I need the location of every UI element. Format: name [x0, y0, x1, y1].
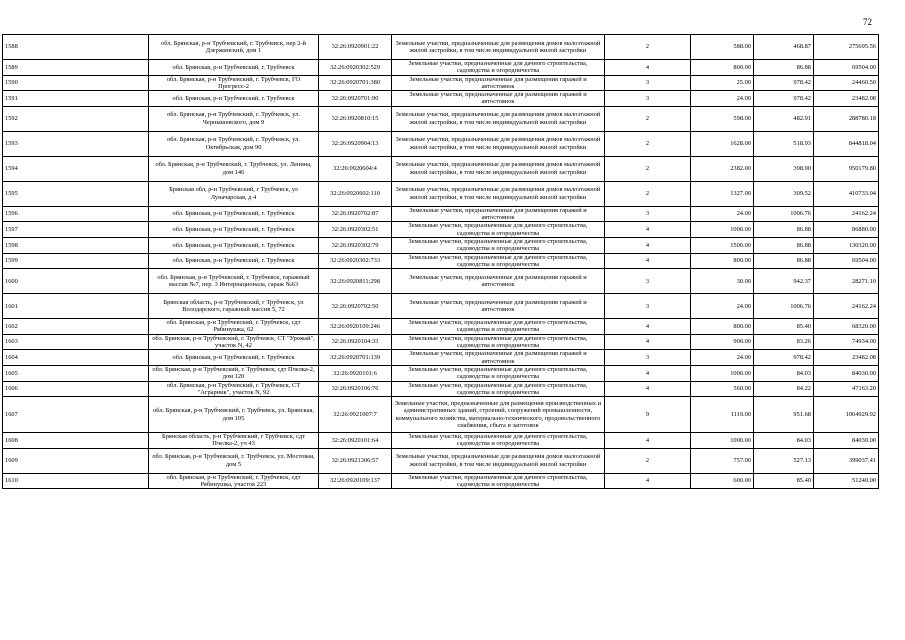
cadastral-number-cell: 32:26:0920302:529 — [319, 60, 392, 76]
area-cell: 1000.00 — [691, 222, 754, 238]
rate-cell: 86.88 — [754, 222, 814, 238]
table-row — [3, 181, 879, 206]
cadastral-value-cell: 69504.00 — [814, 60, 879, 76]
cadastral-number-cell: 32:26:0920302:51 — [319, 222, 392, 238]
cadastral-value-cell: 275695.56 — [814, 35, 879, 60]
area-cell: 600.00 — [691, 473, 754, 489]
group-cell: 2 — [605, 156, 691, 181]
area-cell: 25.00 — [691, 75, 754, 91]
row-number: 1593 — [3, 131, 149, 156]
cadastral-number-cell: 32:26:0920109:246 — [319, 319, 392, 335]
row-number: 1596 — [3, 206, 149, 222]
cadastral-number-cell: 32:26:0920701:139 — [319, 350, 392, 366]
area-cell: 900.00 — [691, 334, 754, 350]
group-cell: 4 — [605, 365, 691, 381]
cadastral-value-cell: 51240.00 — [814, 473, 879, 489]
address-cell: обл. Брянская, р-н Трубчевский, г. Трубчевск, ул. Октябрьская, дом 90 — [149, 131, 319, 156]
land-use-cell: Земельные участки, предназначенные для дачного строительства, садоводства и огородничества — [392, 473, 605, 489]
table-row — [3, 206, 879, 222]
cadastral-number-cell: 32:26:0920901:22 — [319, 35, 392, 60]
address-cell: Брянская обл, р-н Трубчевский, г Трубчевск, ул Луначарская, д 4 — [149, 181, 319, 206]
area-cell: 1000.00 — [691, 433, 754, 449]
land-use-cell: Земельные участки, предназначенные для размещения домов малоэтажной жилой застройки, в том числе индивидуальной жилой застройки — [392, 35, 605, 60]
cadastral-value-cell: 1064929.92 — [814, 397, 879, 433]
rate-cell: 468.87 — [754, 35, 814, 60]
area-cell: 1119.00 — [691, 397, 754, 433]
group-cell: 2 — [605, 131, 691, 156]
address-cell: обл. Брянская, р-н Трубчевский, г. Трубчевск, сдт Рябинушка, 62 — [149, 319, 319, 335]
group-cell: 4 — [605, 237, 691, 253]
land-use-cell: Земельные участки, предназначенные для размещения домов малоэтажной жилой застройки, в том числе индивидуальной жилой застройки — [392, 448, 605, 473]
address-cell: обл. Брянская, р-н Трубчевский, г. Трубчевск, сдт Рябинушка, участок 223 — [149, 473, 319, 489]
area-cell: 1628.00 — [691, 131, 754, 156]
cadastral-number-cell: 32:26:0921007:7 — [319, 397, 392, 433]
table-row — [3, 350, 879, 366]
land-use-cell: Земельные участки, предназначенные для размещения домов малоэтажной жилой застройки, в том числе индивидуальной жилой застройки — [392, 156, 605, 181]
cadastral-number-cell: 32:26:0920302:733 — [319, 253, 392, 269]
table-row — [3, 253, 879, 269]
cadastral-value-cell: 24162.24 — [814, 206, 879, 222]
cadastral-value-cell: 28271.10 — [814, 269, 879, 294]
address-cell: обл. Брянская, р-н Трубчевский, г. Трубчевск — [149, 60, 319, 76]
group-cell: 4 — [605, 60, 691, 76]
area-cell: 1500.00 — [691, 237, 754, 253]
cadastral-value-cell: 24162.24 — [814, 294, 879, 319]
rate-cell: 84.03 — [754, 433, 814, 449]
cadastral-number-cell: 32:26:0920701:380 — [319, 75, 392, 91]
table-row — [3, 237, 879, 253]
table-row — [3, 75, 879, 91]
rate-cell: 84.03 — [754, 365, 814, 381]
address-cell: обл. Брянская, р-н Трубчевский, г. Трубчевск, ул. Ленина, дом 146 — [149, 156, 319, 181]
rate-cell: 978.42 — [754, 91, 814, 107]
area-cell: 588.00 — [691, 35, 754, 60]
land-use-cell: Земельные участки, предназначенные для дачного строительства, садоводства и огородничества — [392, 60, 605, 76]
cadastral-number-cell: 32:26:0920602:110 — [319, 181, 392, 206]
cadastral-number-cell: 32:26:0921306:57 — [319, 448, 392, 473]
group-cell: 9 — [605, 397, 691, 433]
address-cell: обл. Брянская, р-н Трубчевский, г. Трубчевск, ул. Чернышевского, дом 9 — [149, 106, 319, 131]
rate-cell: 978.42 — [754, 75, 814, 91]
address-cell: обл. Брянская, р-н Трубчевский, г. Трубчевск — [149, 237, 319, 253]
cadastral-value-cell: 69504.00 — [814, 253, 879, 269]
group-cell: 3 — [605, 91, 691, 107]
cadastral-number-cell: 32:26:0920810:15 — [319, 106, 392, 131]
cadastral-number-cell: 32:26:0920702:50 — [319, 294, 392, 319]
rate-cell: 86.88 — [754, 60, 814, 76]
row-number: 1602 — [3, 319, 149, 335]
cadastral-value-cell: 86880.00 — [814, 222, 879, 238]
rate-cell: 1006.76 — [754, 206, 814, 222]
address-cell: обл. Брянская, р-н Трубчевский, г. Трубчевск — [149, 222, 319, 238]
table-row — [3, 397, 879, 433]
group-cell: 3 — [605, 269, 691, 294]
area-cell: 24.00 — [691, 350, 754, 366]
address-cell: обл. Брянская, р-н Трубчевский, г. Трубчевск, СТ "Аграрник", участок N, 92 — [149, 381, 319, 397]
address-cell: обл. Брянская, р-н Трубчевский, г. Трубчевск, пер 2-й Дзержинский, дом 1 — [149, 35, 319, 60]
group-cell: 2 — [605, 181, 691, 206]
row-number: 1601 — [3, 294, 149, 319]
rate-cell: 309.52 — [754, 181, 814, 206]
cadastral-number-cell: 32:26:0920702:87 — [319, 206, 392, 222]
cadastral-value-cell: 74934.00 — [814, 334, 879, 350]
rate-cell: 398.90 — [754, 156, 814, 181]
row-number: 1600 — [3, 269, 149, 294]
table-row — [3, 156, 879, 181]
group-cell: 4 — [605, 473, 691, 489]
rate-cell: 942.37 — [754, 269, 814, 294]
row-number: 1595 — [3, 181, 149, 206]
row-number: 1590 — [3, 75, 149, 91]
table-row — [3, 381, 879, 397]
rate-cell: 85.40 — [754, 319, 814, 335]
group-cell: 4 — [605, 381, 691, 397]
group-cell: 3 — [605, 206, 691, 222]
address-cell: Брянская область, р-н Трубчевский, г Трубчевск, сдт Пчелка-2, уч 43 — [149, 433, 319, 449]
group-cell: 4 — [605, 334, 691, 350]
row-number: 1598 — [3, 237, 149, 253]
address-cell: обл. Брянская, р-н Трубчевский, г. Трубчевск, сдт Пчелка-2, дом 120 — [149, 365, 319, 381]
row-number: 1604 — [3, 350, 149, 366]
row-number: 1594 — [3, 156, 149, 181]
rate-cell: 482.91 — [754, 106, 814, 131]
row-number: 1589 — [3, 60, 149, 76]
cadastral-number-cell: 32:26:0920106:76 — [319, 381, 392, 397]
area-cell: 800.00 — [691, 60, 754, 76]
cadastral-value-cell: 68320.00 — [814, 319, 879, 335]
cadastral-number-cell: 32:26:0920109:137 — [319, 473, 392, 489]
cadastral-number-cell: 32:26:0920811:298 — [319, 269, 392, 294]
address-cell: Брянская область, р-н Трубчевский, г Трубчевск, ул Володарского, гаражный массив 5, 72 — [149, 294, 319, 319]
rate-cell: 951.68 — [754, 397, 814, 433]
rate-cell: 978.42 — [754, 350, 814, 366]
land-use-cell: Земельные участки, предназначенные для дачного строительства, садоводства и огородничества — [392, 334, 605, 350]
rate-cell: 86.88 — [754, 253, 814, 269]
land-use-cell: Земельные участки, предназначенные для размещения гаражей и автостоянок — [392, 269, 605, 294]
cadastral-value-cell: 47163.20 — [814, 381, 879, 397]
row-number: 1599 — [3, 253, 149, 269]
cadastral-value-cell: 130320.00 — [814, 237, 879, 253]
group-cell: 4 — [605, 433, 691, 449]
cadastral-value-cell: 844818.04 — [814, 131, 879, 156]
land-use-cell: Земельные участки, предназначенные для размещения гаражей и автостоянок — [392, 294, 605, 319]
group-cell: 2 — [605, 448, 691, 473]
address-cell: обл. Брянская, р-н Трубчевский, г. Трубчевск — [149, 253, 319, 269]
area-cell: 24.00 — [691, 206, 754, 222]
table-row — [3, 222, 879, 238]
cadastral-value-cell: 288780.18 — [814, 106, 879, 131]
table-row — [3, 473, 879, 489]
cadastral-number-cell: 32:26:0920701:90 — [319, 91, 392, 107]
table-row — [3, 334, 879, 350]
address-cell: обл. Брянская, р-н Трубчевский, г. Трубчевск, ул. Брянская, дом 105 — [149, 397, 319, 433]
rate-cell: 85.40 — [754, 473, 814, 489]
rate-cell: 527.13 — [754, 448, 814, 473]
rate-cell: 86.88 — [754, 237, 814, 253]
table-row — [3, 269, 879, 294]
cadastral-value-cell: 84030.00 — [814, 365, 879, 381]
area-cell: 1000.00 — [691, 365, 754, 381]
rate-cell: 518.93 — [754, 131, 814, 156]
area-cell: 757.00 — [691, 448, 754, 473]
land-use-cell: Земельные участки, предназначенные для дачного строительства, садоводства и огородничества — [392, 319, 605, 335]
area-cell: 24.00 — [691, 294, 754, 319]
cadastral-number-cell: 32:26:0920302:79 — [319, 237, 392, 253]
group-cell: 3 — [605, 75, 691, 91]
land-use-cell: Земельные участки, предназначенные для размещения гаражей и автостоянок — [392, 206, 605, 222]
land-use-cell: Земельные участки, предназначенные для размещения домов малоэтажной жилой застройки, в том числе индивидуальной жилой застройки — [392, 181, 605, 206]
table-row — [3, 35, 879, 60]
address-cell: обл. Брянская, р-н Трубчевский, г. Трубчевск — [149, 206, 319, 222]
land-use-cell: Земельные участки, предназначенные для размещения гаражей и автостоянок — [392, 91, 605, 107]
row-number: 1591 — [3, 91, 149, 107]
area-cell: 1327.00 — [691, 181, 754, 206]
rate-cell: 83.26 — [754, 334, 814, 350]
area-cell: 24.00 — [691, 91, 754, 107]
table-row — [3, 131, 879, 156]
land-use-cell: Земельные участки, предназначенные для размещения домов малоэтажной жилой застройки, в том числе индивидуальной жилой застройки — [392, 131, 605, 156]
row-number: 1608 — [3, 433, 149, 449]
row-number: 1592 — [3, 106, 149, 131]
cadastral-number-cell: 32:26:0920101:6 — [319, 365, 392, 381]
cadastral-value-cell: 410733.04 — [814, 181, 879, 206]
address-cell: обл. Брянская, р-н Трубчевский, г. Трубчевск — [149, 350, 319, 366]
land-use-cell: Земельные участки, предназначенные для дачного строительства, садоводства и огородничества — [392, 433, 605, 449]
cadastral-number-cell: 32:26:0920104:33 — [319, 334, 392, 350]
row-number: 1606 — [3, 381, 149, 397]
cadastral-value-cell: 84030.00 — [814, 433, 879, 449]
row-number: 1605 — [3, 365, 149, 381]
table-row — [3, 60, 879, 76]
row-number: 1603 — [3, 334, 149, 350]
land-use-cell: Земельные участки, предназначенные для дачного строительства, садоводства и огородничества — [392, 222, 605, 238]
table-row — [3, 106, 879, 131]
address-cell: обл. Брянская, р-н Трубчевский, г. Трубчевск, СТ "Урожай", участок N, 42 — [149, 334, 319, 350]
cadastral-value-cell: 23482.08 — [814, 91, 879, 107]
land-use-cell: Земельные участки, предназначенные для размещения гаражей и автостоянок — [392, 75, 605, 91]
group-cell: 4 — [605, 253, 691, 269]
land-plots-table — [2, 34, 879, 489]
cadastral-value-cell: 23482.08 — [814, 350, 879, 366]
page-number: 72 — [863, 17, 872, 27]
cadastral-number-cell: 32:26:0920604:4 — [319, 156, 392, 181]
group-cell: 3 — [605, 294, 691, 319]
cadastral-number-cell: 32:26:0920101:64 — [319, 433, 392, 449]
cadastral-value-cell: 950179.80 — [814, 156, 879, 181]
table-row — [3, 91, 879, 107]
address-cell: обл. Брянская, р-н Трубчевский, г. Трубчевск, ГО Прогресс-2 — [149, 75, 319, 91]
table-row — [3, 294, 879, 319]
land-use-cell: Земельные участки, предназначенные для дачного строительства, садоводства и огородничества — [392, 237, 605, 253]
table-row — [3, 448, 879, 473]
table-row — [3, 433, 879, 449]
row-number: 1610 — [3, 473, 149, 489]
address-cell: обл. Брянская, р-н Трубчевский, г. Трубчевск, ул. Мостовая, дом 5 — [149, 448, 319, 473]
land-use-cell: Земельные участки, предназначенные для дачного строительства, садоводства и огородничества — [392, 365, 605, 381]
land-use-cell: Земельные участки, предназначенные для дачного строительства, садоводства и огородничества — [392, 381, 605, 397]
group-cell: 4 — [605, 319, 691, 335]
group-cell: 3 — [605, 350, 691, 366]
area-cell: 2382.00 — [691, 156, 754, 181]
row-number: 1588 — [3, 35, 149, 60]
row-number: 1607 — [3, 397, 149, 433]
area-cell: 30.00 — [691, 269, 754, 294]
area-cell: 598.00 — [691, 106, 754, 131]
cadastral-number-cell: 32:26:0920904:13 — [319, 131, 392, 156]
land-use-cell: Земельные участки, предназначенные для размещения производственных и административных зданий, строений, сооружений промышленности, коммунального хозяйства, материально-технического, продовольственного снабжения, сбыта и заготовок — [392, 397, 605, 433]
rate-cell: 84.22 — [754, 381, 814, 397]
rate-cell: 1006.76 — [754, 294, 814, 319]
land-use-cell: Земельные участки, предназначенные для размещения домов малоэтажной жилой застройки, в том числе индивидуальной жилой застройки — [392, 106, 605, 131]
table-row — [3, 319, 879, 335]
area-cell: 560.00 — [691, 381, 754, 397]
row-number: 1597 — [3, 222, 149, 238]
area-cell: 800.00 — [691, 319, 754, 335]
table-row — [3, 365, 879, 381]
area-cell: 800.00 — [691, 253, 754, 269]
land-use-cell: Земельные участки, предназначенные для дачного строительства, садоводства и огородничества — [392, 253, 605, 269]
land-use-cell: Земельные участки, предназначенные для размещения гаражей и автостоянок — [392, 350, 605, 366]
cadastral-value-cell: 399037.41 — [814, 448, 879, 473]
cadastral-value-cell: 24460.50 — [814, 75, 879, 91]
group-cell: 4 — [605, 222, 691, 238]
group-cell: 2 — [605, 35, 691, 60]
group-cell: 2 — [605, 106, 691, 131]
row-number: 1609 — [3, 448, 149, 473]
address-cell: обл. Брянская, р-н Трубчевский, г. Трубчевск, гаражный массив №7, пер. 3 Интернационала, гараж №63 — [149, 269, 319, 294]
address-cell: обл. Брянская, р-н Трубчевский, г. Трубчевск — [149, 91, 319, 107]
